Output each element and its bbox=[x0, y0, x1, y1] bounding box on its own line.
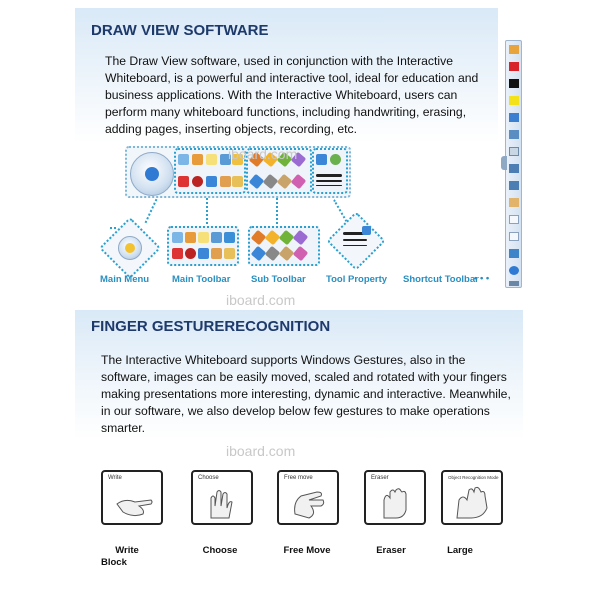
gesture-name-choose: Choose bbox=[202, 545, 238, 556]
shortcut-toolbar-strip bbox=[505, 40, 522, 288]
gesture-name-eraser: Eraser bbox=[376, 545, 406, 556]
black-color-icon[interactable] bbox=[509, 79, 519, 88]
detail-pen-icon bbox=[185, 232, 196, 243]
line-hair-icon[interactable] bbox=[316, 185, 342, 186]
detail-line-hair-icon bbox=[343, 245, 367, 246]
tool-property-detail bbox=[326, 211, 385, 270]
eraser-icon[interactable] bbox=[509, 198, 519, 207]
detail-record-icon bbox=[172, 248, 183, 259]
connector bbox=[206, 198, 208, 228]
record-icon[interactable] bbox=[178, 176, 189, 187]
connector bbox=[276, 198, 278, 228]
watermark: iboard.com bbox=[226, 443, 296, 459]
gesture-name-free-move: Free Move bbox=[283, 545, 331, 556]
hand-eraser-icon bbox=[374, 484, 420, 522]
gesture-name-large: Large bbox=[447, 545, 473, 556]
detail-bag-icon bbox=[211, 248, 222, 259]
stop-icon[interactable] bbox=[192, 176, 203, 187]
new-page-icon[interactable] bbox=[509, 232, 519, 241]
page-icon[interactable] bbox=[509, 215, 519, 224]
save-icon[interactable] bbox=[206, 176, 217, 187]
label-main-menu: Main Menu bbox=[100, 274, 150, 285]
label-more-dots: • • • bbox=[474, 273, 490, 284]
highlighter-icon[interactable] bbox=[509, 113, 519, 122]
label-sub-toolbar: Sub Toolbar bbox=[251, 274, 306, 285]
screen-icon[interactable] bbox=[509, 147, 519, 156]
detail-note-icon bbox=[198, 232, 209, 243]
detail-save-icon bbox=[198, 248, 209, 259]
line-width-icon[interactable] bbox=[316, 174, 342, 177]
finger-gesture-section bbox=[75, 310, 523, 440]
strip-handle[interactable] bbox=[501, 156, 507, 170]
gesture-caption: Write bbox=[108, 475, 122, 481]
gesture-caption: Choose bbox=[198, 475, 219, 481]
pen-icon[interactable] bbox=[192, 154, 203, 165]
note-icon[interactable] bbox=[206, 154, 217, 165]
gesture-large-card bbox=[441, 470, 503, 525]
toolbar-diagram bbox=[100, 140, 500, 290]
label-main-toolbar: Main Toolbar bbox=[172, 274, 231, 285]
gesture-caption: Eraser bbox=[371, 475, 389, 481]
section-paragraph: The Interactive Whiteboard supports Windows Gestures, also in the software, images can be easily moved, scaled and rotated with your fingers making presentations more interesting, dynamic and interactive. Meanwhile, in our software, we also develop below few gestures to make operations smarter. bbox=[101, 353, 511, 435]
connector bbox=[110, 227, 116, 229]
watermark: iboard.com bbox=[228, 146, 298, 162]
watermark: iboard.com bbox=[226, 292, 296, 308]
yellow-color-icon[interactable] bbox=[509, 96, 519, 105]
detail-shape-icon bbox=[211, 232, 222, 243]
bag-icon[interactable] bbox=[220, 176, 231, 187]
detail-select-icon bbox=[172, 232, 183, 243]
gesture-caption: Object Recognition Mode bbox=[448, 475, 499, 480]
gesture-name-block: Block bbox=[101, 557, 127, 568]
expand-icon[interactable] bbox=[509, 281, 519, 286]
line-thin-icon[interactable] bbox=[316, 180, 342, 182]
label-shortcut-toolbar: Shortcut Toolbar bbox=[403, 274, 479, 285]
detail-folder-icon bbox=[224, 248, 235, 259]
save-icon[interactable] bbox=[509, 249, 519, 258]
main-menu-icon[interactable] bbox=[145, 167, 159, 181]
gesture-eraser-card bbox=[364, 470, 426, 525]
red-color-icon[interactable] bbox=[509, 62, 519, 71]
redo-icon[interactable] bbox=[509, 181, 519, 190]
hand-choose-icon bbox=[201, 484, 247, 522]
color-icon[interactable] bbox=[316, 154, 327, 165]
select-icon[interactable] bbox=[178, 154, 189, 165]
detail-color-icon bbox=[362, 226, 371, 235]
gesture-name-write: Write bbox=[115, 545, 139, 556]
connector bbox=[145, 199, 158, 223]
gesture-caption: Free move bbox=[284, 475, 313, 481]
detail-stop-icon bbox=[185, 248, 196, 259]
hand-large-icon bbox=[451, 484, 497, 522]
move-icon[interactable] bbox=[509, 130, 519, 139]
gesture-choose-card bbox=[191, 470, 253, 525]
detail-line-thin-icon bbox=[343, 239, 367, 241]
label-tool-property: Tool Property bbox=[326, 274, 388, 285]
draw-view-section bbox=[75, 8, 498, 143]
section-paragraph: The Draw View software, used in conjunction with the Interactive Whiteboard, is a powerful and interactive tool, ideal for education and business applications. With the Interactive Whiteboard, users can perform many whiteboard functions, including handwriting, erasing, adding pages, inserting objects, recording, etc. bbox=[105, 54, 479, 136]
section-title: FINGER GESTURERECOGNITION bbox=[91, 318, 331, 335]
gesture-free-move-card bbox=[277, 470, 339, 525]
palette-icon[interactable] bbox=[330, 154, 341, 165]
pen-icon[interactable] bbox=[509, 45, 519, 54]
gesture-write-card bbox=[101, 470, 163, 525]
main-menu-detail-icon bbox=[125, 243, 135, 253]
undo-icon[interactable] bbox=[509, 164, 519, 173]
hand-free-move-icon bbox=[287, 484, 333, 522]
section-title: DRAW VIEW SOFTWARE bbox=[91, 22, 269, 39]
hand-write-icon bbox=[111, 484, 157, 522]
menu-icon[interactable] bbox=[509, 266, 519, 275]
detail-tool-icon bbox=[224, 232, 235, 243]
folder-icon[interactable] bbox=[232, 176, 243, 187]
